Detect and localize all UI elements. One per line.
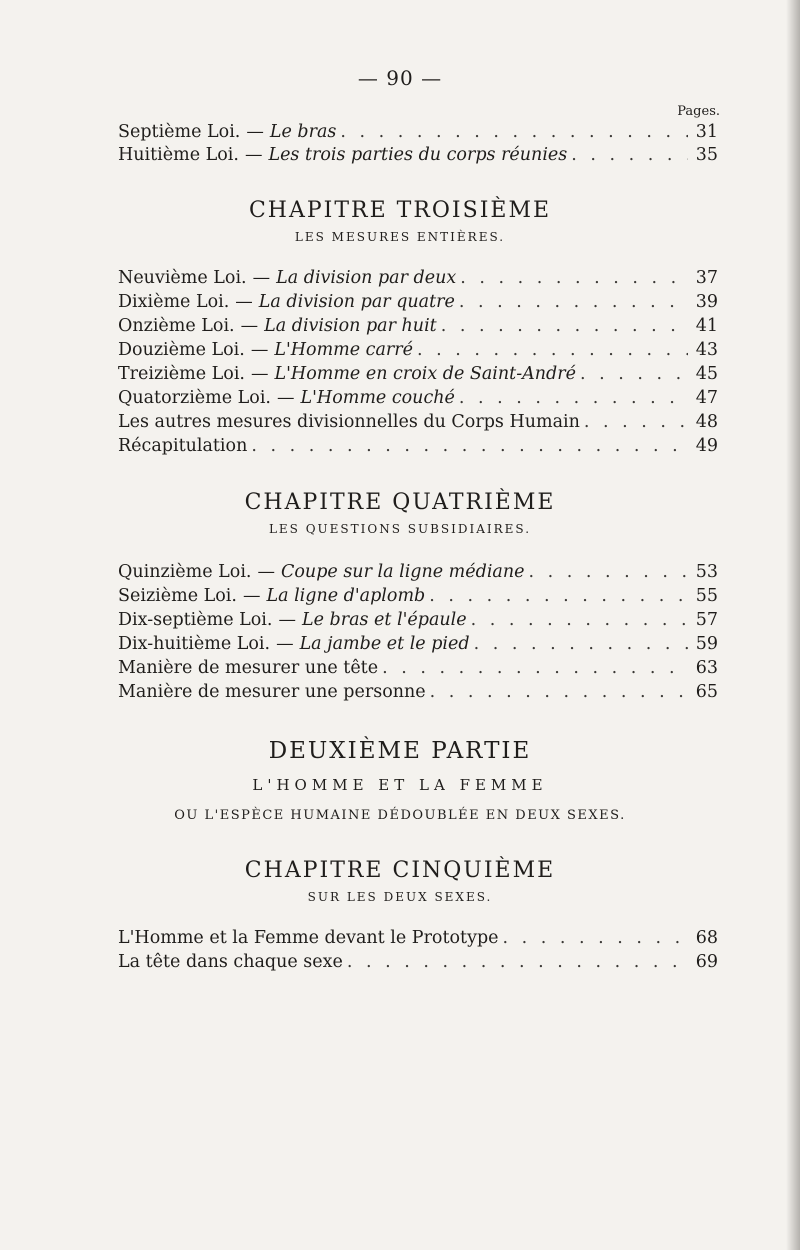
entry-title: La ligne d'aplomb bbox=[266, 586, 426, 606]
entry-label: Manière de mesurer une personne bbox=[118, 682, 426, 702]
entry-page: 35 bbox=[695, 145, 718, 165]
leader-dots bbox=[455, 292, 688, 312]
toc-entry[interactable] bbox=[118, 268, 718, 288]
entry-page: 53 bbox=[695, 562, 718, 582]
entry-label: Douzième Loi. bbox=[118, 340, 245, 360]
leader-dots bbox=[467, 610, 688, 630]
leader-dots bbox=[247, 436, 688, 456]
entry-label: Huitième Loi. bbox=[118, 145, 239, 165]
entry-dash: — bbox=[244, 145, 263, 165]
entry-label: Onzième Loi. bbox=[118, 316, 235, 336]
entry-dash: — bbox=[278, 610, 296, 630]
entry-dash: — bbox=[246, 122, 264, 142]
part-2-description: OU L'ESPÈCE HUMAINE DÉDOUBLÉE EN DEUX SEXES. bbox=[174, 808, 626, 823]
leader-dots bbox=[456, 268, 688, 288]
entry-title: Coupe sur la ligne médiane bbox=[281, 562, 525, 582]
entry-dash: — bbox=[250, 340, 269, 360]
entry-label: Quatorzième Loi. bbox=[118, 388, 271, 408]
leader-dots bbox=[580, 412, 688, 432]
toc-entry[interactable] bbox=[118, 122, 718, 142]
leader-dots bbox=[378, 658, 688, 678]
entry-title: La jambe et le pied bbox=[299, 634, 470, 654]
toc-entry[interactable] bbox=[118, 292, 718, 312]
leader-dots bbox=[336, 122, 688, 142]
entry-page: 47 bbox=[695, 388, 718, 408]
entry-page: 57 bbox=[695, 610, 718, 630]
entry-page: 65 bbox=[695, 682, 718, 702]
entry-title: Le bras bbox=[269, 122, 337, 142]
toc-entry[interactable] bbox=[118, 586, 718, 606]
entry-label: Seizième Loi. bbox=[118, 586, 237, 606]
leader-dots bbox=[413, 340, 688, 360]
entry-title: La division par huit bbox=[264, 316, 437, 336]
leader-dots bbox=[576, 364, 688, 384]
chapter-4-subtitle: LES QUESTIONS SUBSIDIAIRES. bbox=[268, 522, 532, 536]
toc-entry[interactable] bbox=[118, 562, 718, 582]
entry-page: 59 bbox=[695, 634, 718, 654]
entry-dash: — bbox=[277, 388, 295, 408]
entry-label: Dix-septième Loi. bbox=[118, 610, 273, 630]
entry-title: La division par deux bbox=[276, 268, 457, 288]
toc-entry[interactable] bbox=[118, 412, 718, 432]
entry-dash: — bbox=[240, 316, 259, 336]
pages-column-label: Pages. bbox=[677, 104, 720, 119]
entry-page: 41 bbox=[695, 316, 718, 336]
entry-dash: — bbox=[276, 634, 294, 654]
entry-page: 68 bbox=[695, 928, 718, 948]
toc-entry[interactable] bbox=[118, 682, 718, 702]
entry-label: Dix-huitième Loi. bbox=[118, 634, 271, 654]
part-2-subtitle: L'HOMME ET LA FEMME bbox=[252, 776, 548, 794]
entry-title: Les trois parties du corps réunies bbox=[268, 145, 568, 165]
leader-dots bbox=[470, 634, 688, 654]
toc-entry[interactable] bbox=[118, 658, 718, 678]
entry-page: 39 bbox=[695, 292, 718, 312]
entry-label: Quinzième Loi. bbox=[118, 562, 252, 582]
chapter-3-subtitle: LES MESURES ENTIÈRES. bbox=[294, 230, 506, 244]
leader-dots bbox=[437, 316, 688, 336]
entry-page: 63 bbox=[695, 658, 718, 678]
toc-entry[interactable] bbox=[118, 952, 718, 972]
entry-page: 31 bbox=[695, 122, 718, 142]
chapter-3-title: CHAPITRE TROISIÈME bbox=[248, 198, 552, 223]
entry-title: L'Homme couché bbox=[300, 388, 455, 408]
leader-dots bbox=[525, 562, 689, 582]
entry-label: Neuvième Loi. bbox=[118, 268, 247, 288]
entry-page: 55 bbox=[695, 586, 718, 606]
entry-dash: — bbox=[235, 292, 253, 312]
leader-dots bbox=[426, 682, 688, 702]
leader-dots bbox=[343, 952, 688, 972]
toc-entry[interactable] bbox=[118, 610, 718, 630]
entry-label: Manière de mesurer une tête bbox=[118, 658, 379, 678]
part-2-title: DEUXIÈME PARTIE bbox=[268, 738, 532, 764]
page-number: — 90 — bbox=[357, 66, 443, 90]
entry-page: 69 bbox=[695, 952, 718, 972]
toc-entry[interactable] bbox=[118, 145, 718, 165]
entry-page: 43 bbox=[695, 340, 718, 360]
entry-title: La division par quatre bbox=[258, 292, 455, 312]
entry-title: Le bras et l'épaule bbox=[301, 610, 467, 630]
entry-label: Treizième Loi. bbox=[118, 364, 245, 384]
entry-title: L'Homme carré bbox=[274, 340, 414, 360]
entry-label: Récapitulation bbox=[118, 436, 248, 456]
toc-entry[interactable] bbox=[118, 436, 718, 456]
entry-label: Dixième Loi. bbox=[118, 292, 230, 312]
toc-entry[interactable] bbox=[118, 340, 718, 360]
leader-dots bbox=[455, 388, 688, 408]
toc-entry[interactable] bbox=[118, 928, 718, 948]
toc-entry[interactable] bbox=[118, 388, 718, 408]
chapter-5-title: CHAPITRE CINQUIÈME bbox=[244, 858, 556, 883]
toc-entry[interactable] bbox=[118, 364, 718, 384]
entry-page: 48 bbox=[695, 412, 718, 432]
entry-dash: — bbox=[257, 562, 275, 582]
entry-dash: — bbox=[252, 268, 271, 288]
entry-page: 37 bbox=[695, 268, 718, 288]
entry-dash: — bbox=[251, 364, 269, 384]
leader-dots bbox=[499, 928, 688, 948]
chapter-5-subtitle: SUR LES DEUX SEXES. bbox=[307, 890, 493, 904]
chapter-4-title: CHAPITRE QUATRIÈME bbox=[244, 490, 556, 515]
leader-dots bbox=[567, 145, 688, 165]
entry-label: L'Homme et la Femme devant le Prototype bbox=[118, 928, 499, 948]
entry-page: 49 bbox=[695, 436, 718, 456]
page-edge-shadow bbox=[786, 0, 800, 1250]
entry-label: Les autres mesures divisionnelles du Corps Humain bbox=[118, 412, 580, 432]
leader-dots bbox=[425, 586, 688, 606]
entry-title: L'Homme en croix de Saint-André bbox=[274, 364, 576, 384]
entry-dash: — bbox=[242, 586, 261, 606]
entry-page: 45 bbox=[695, 364, 718, 384]
toc-entry[interactable] bbox=[118, 634, 718, 654]
entry-label: Septième Loi. bbox=[118, 122, 241, 142]
entry-label: La tête dans chaque sexe bbox=[118, 952, 343, 972]
toc-entry[interactable] bbox=[118, 316, 718, 336]
